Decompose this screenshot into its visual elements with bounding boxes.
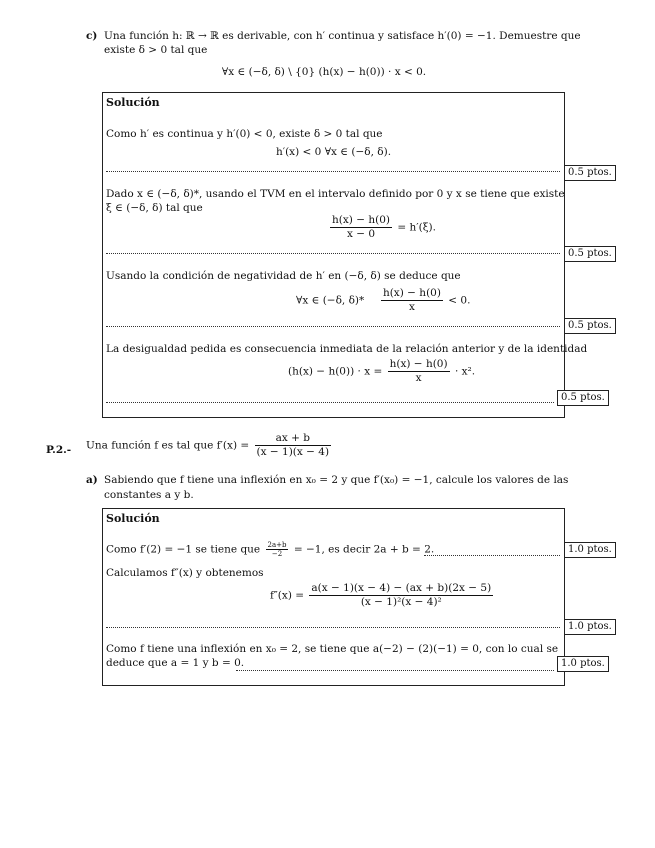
solution-c-step2-text-line1: Dado x ∈ (−δ, δ)*, usando el TVM en el intervalo definido por 0 y x se tiene que existe bbox=[106, 188, 565, 200]
solution-a-step1-points: 1.0 ptos. bbox=[564, 542, 616, 558]
solution-a-step1-dots bbox=[424, 554, 560, 556]
solution-c-step2-text-line2: ξ ∈ (−δ, δ) tal que bbox=[106, 202, 203, 214]
solution-c-step4-text: La desigualdad pedida es consecuencia inmediata de la relación anterior y de la identidad bbox=[106, 343, 588, 355]
solution-a-step2-points: 1.0 ptos. bbox=[564, 619, 616, 635]
fraction-denominator: x bbox=[415, 372, 422, 384]
p2-label: P.2.- bbox=[46, 444, 72, 456]
fraction-numerator: 2a+b bbox=[267, 541, 287, 549]
p2-statement bbox=[86, 432, 333, 459]
solution-c-step4-points: 0.5 ptos. bbox=[557, 390, 609, 406]
solution-c-step3-text: Usando la condición de negatividad de h′ en (−δ, δ) se deduce que bbox=[106, 270, 461, 282]
fraction-numerator: h(x) − h(0) bbox=[382, 287, 441, 299]
solution-a-step3-points: 1.0 ptos. bbox=[557, 656, 609, 672]
fraction-numerator: h(x) − h(0) bbox=[389, 358, 448, 370]
fraction-denominator: (x − 1)(x − 4) bbox=[256, 446, 330, 458]
part-a-statement-line2: constantes a y b. bbox=[104, 489, 194, 501]
fraction-denominator: x bbox=[408, 301, 415, 313]
solution-a-step2-formula bbox=[270, 582, 495, 609]
solution-c-title: Solución bbox=[106, 96, 160, 109]
solution-c-step3-formula bbox=[296, 287, 470, 314]
solution-c-step2-points: 0.5 ptos. bbox=[564, 246, 616, 262]
solution-c-step1-formula: h′(x) < 0 ∀x ∈ (−δ, δ). bbox=[275, 146, 392, 158]
p2-fraction bbox=[255, 432, 332, 459]
formula-head: ∀x ∈ (−δ, δ)* bbox=[296, 294, 365, 307]
text-tail: = −1, es decir 2a + b = 2. bbox=[293, 543, 435, 556]
solution-c-step2-fraction bbox=[330, 214, 392, 241]
solution-c-step1-points: 0.5 ptos. bbox=[564, 165, 616, 181]
solution-a-step2-text: Calculamos f″(x) y obtenemos bbox=[106, 567, 264, 579]
solution-c-step2-dots bbox=[106, 252, 560, 254]
solution-c-step4-formula bbox=[288, 358, 475, 385]
part-c-statement-line1: Una función h: ℝ → ℝ es derivable, con h′ continua y satisface h′(0) = −1. Demuestre que bbox=[104, 30, 581, 42]
formula-tail: < 0. bbox=[448, 294, 471, 307]
solution-a-step2-dots bbox=[106, 626, 560, 628]
fraction-numerator: ax + b bbox=[255, 432, 332, 446]
solution-a-step2-fraction bbox=[309, 582, 493, 609]
solution-a-step3-text-line1: Como f tiene una inflexión en x₀ = 2, se tiene que a(−2) − (2)(−1) = 0, con lo cual se bbox=[106, 643, 559, 655]
solution-c-step4-dots bbox=[106, 401, 554, 403]
formula-tail: · x². bbox=[454, 365, 476, 378]
part-c-label: c) bbox=[86, 30, 98, 42]
fraction-denominator: x − 0 bbox=[346, 228, 376, 240]
solution-a-step3-text-line2: deduce que a = 1 y b = 0. bbox=[106, 657, 245, 669]
part-c-display-formula: ∀x ∈ (−δ, δ) \ {0} (h(x) − h(0)) · x < 0. bbox=[221, 66, 427, 78]
fraction-numerator: h(x) − h(0) bbox=[332, 214, 390, 226]
p2-statement-head: Una función f es tal que f′(x) = bbox=[86, 439, 250, 452]
solution-c-step3-fraction bbox=[381, 287, 443, 314]
fraction-numerator: a(x − 1)(x − 4) − (ax + b)(2x − 5) bbox=[311, 582, 492, 594]
part-a-statement-line1: Sabiendo que f tiene una inflexión en x₀ = 2 y que f′(x₀) = −1, calcule los valores de las bbox=[104, 474, 569, 486]
solution-a-step1-text bbox=[106, 541, 434, 558]
solution-c-step2-formula bbox=[328, 214, 436, 241]
solution-c-step3-dots bbox=[106, 325, 560, 327]
fraction-denominator: (x − 1)²(x − 4)² bbox=[360, 596, 442, 608]
solution-c-step1-dots bbox=[106, 170, 560, 172]
formula-tail: = h′(ξ). bbox=[397, 221, 436, 234]
text-head: Como f′(2) = −1 se tiene que bbox=[106, 543, 261, 556]
solution-c-step3-points: 0.5 ptos. bbox=[564, 318, 616, 334]
part-a-label: a) bbox=[86, 474, 98, 486]
formula-head: (h(x) − h(0)) · x = bbox=[288, 365, 383, 378]
formula-head: f″(x) = bbox=[270, 589, 305, 602]
solution-a-step1-fraction bbox=[266, 541, 289, 558]
solution-a-title: Solución bbox=[106, 512, 160, 525]
solution-c-step1-text: Como h′ es continua y h′(0) < 0, existe δ > 0 tal que bbox=[106, 128, 383, 140]
solution-a-step3-dots bbox=[236, 669, 554, 671]
solution-c-step4-fraction bbox=[388, 358, 450, 385]
part-c-statement-line2: existe δ > 0 tal que bbox=[104, 44, 208, 56]
fraction-denominator: −2 bbox=[271, 550, 283, 558]
